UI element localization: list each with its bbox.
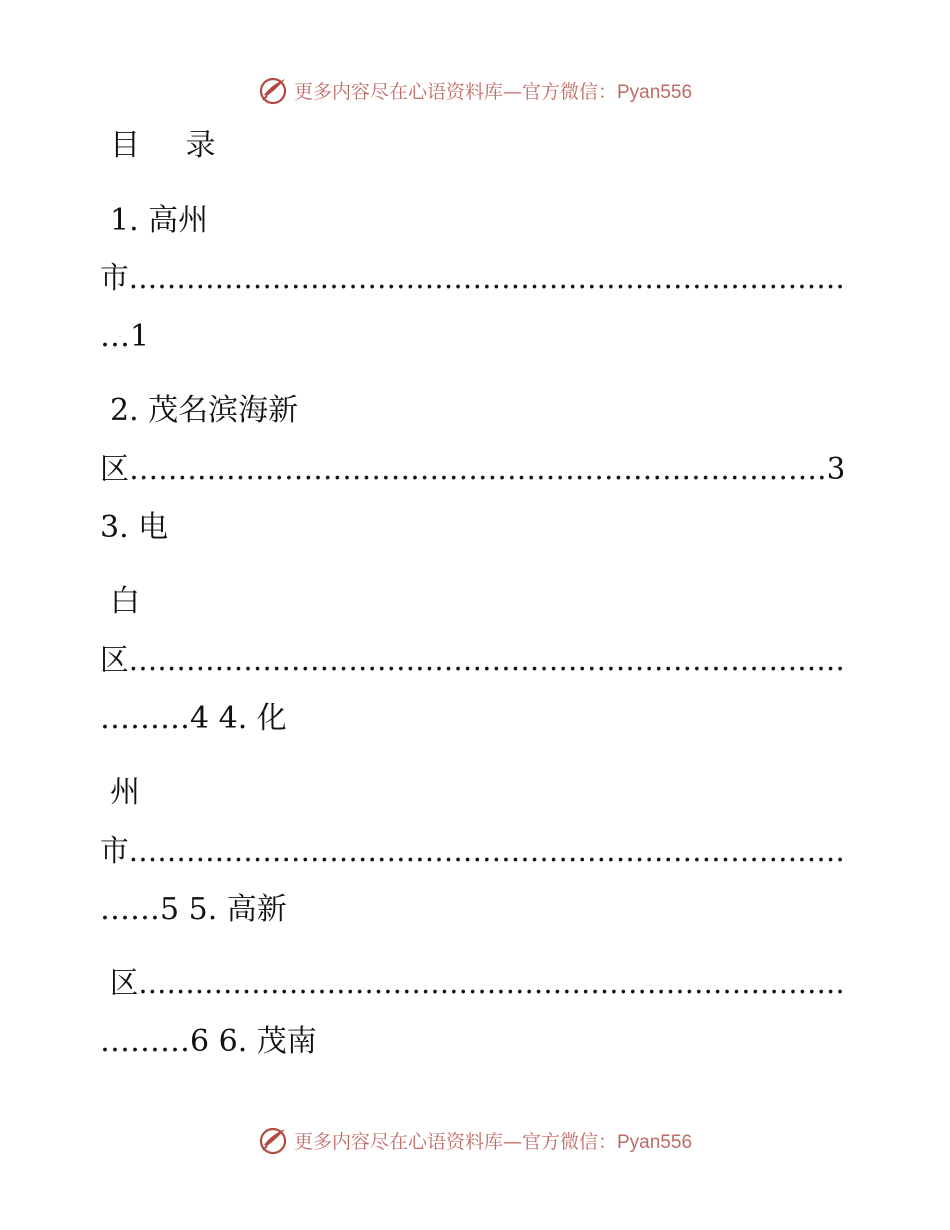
watermark-label: 更多内容尽在心语资料库—官方微信： <box>293 1130 617 1153</box>
footer-watermark <box>0 1120 950 1160</box>
header-watermark <box>0 70 950 110</box>
watermark-label: 更多内容尽在心语资料库—官方微信： <box>293 80 617 103</box>
watermark-wechat-id: Pyan556 <box>617 1131 693 1153</box>
feather-pen-logo-icon <box>258 1125 288 1155</box>
toc-line: 区………………………………………………………………… <box>110 966 845 1001</box>
toc-line: 2. 茂名滨海新 <box>110 393 299 428</box>
watermark-text <box>294 1127 692 1154</box>
toc-line: 区………………………………………………………………3 <box>100 452 846 487</box>
feather-pen-logo-icon <box>258 75 288 105</box>
toc-line: 区………………………………………………………………… <box>100 643 845 678</box>
watermark-wechat-id: Pyan556 <box>617 81 693 103</box>
toc-line: 州 <box>110 775 140 810</box>
toc-line: 白 <box>110 584 140 619</box>
toc-line: ……5 5. 高新 <box>100 892 287 927</box>
toc-line: ………6 6. 茂南 <box>100 1024 317 1059</box>
toc-line: …1 <box>100 319 150 354</box>
toc-line: 市………………………………………………………………… <box>100 834 845 869</box>
toc-title: 目 录 <box>110 128 234 163</box>
toc-line: 3. 电 <box>100 510 169 545</box>
toc-line: 市………………………………………………………………… <box>100 261 845 296</box>
watermark-text <box>294 77 692 104</box>
toc-line: ………4 4. 化 <box>100 701 287 736</box>
toc-line: 1. 高州 <box>110 203 209 238</box>
